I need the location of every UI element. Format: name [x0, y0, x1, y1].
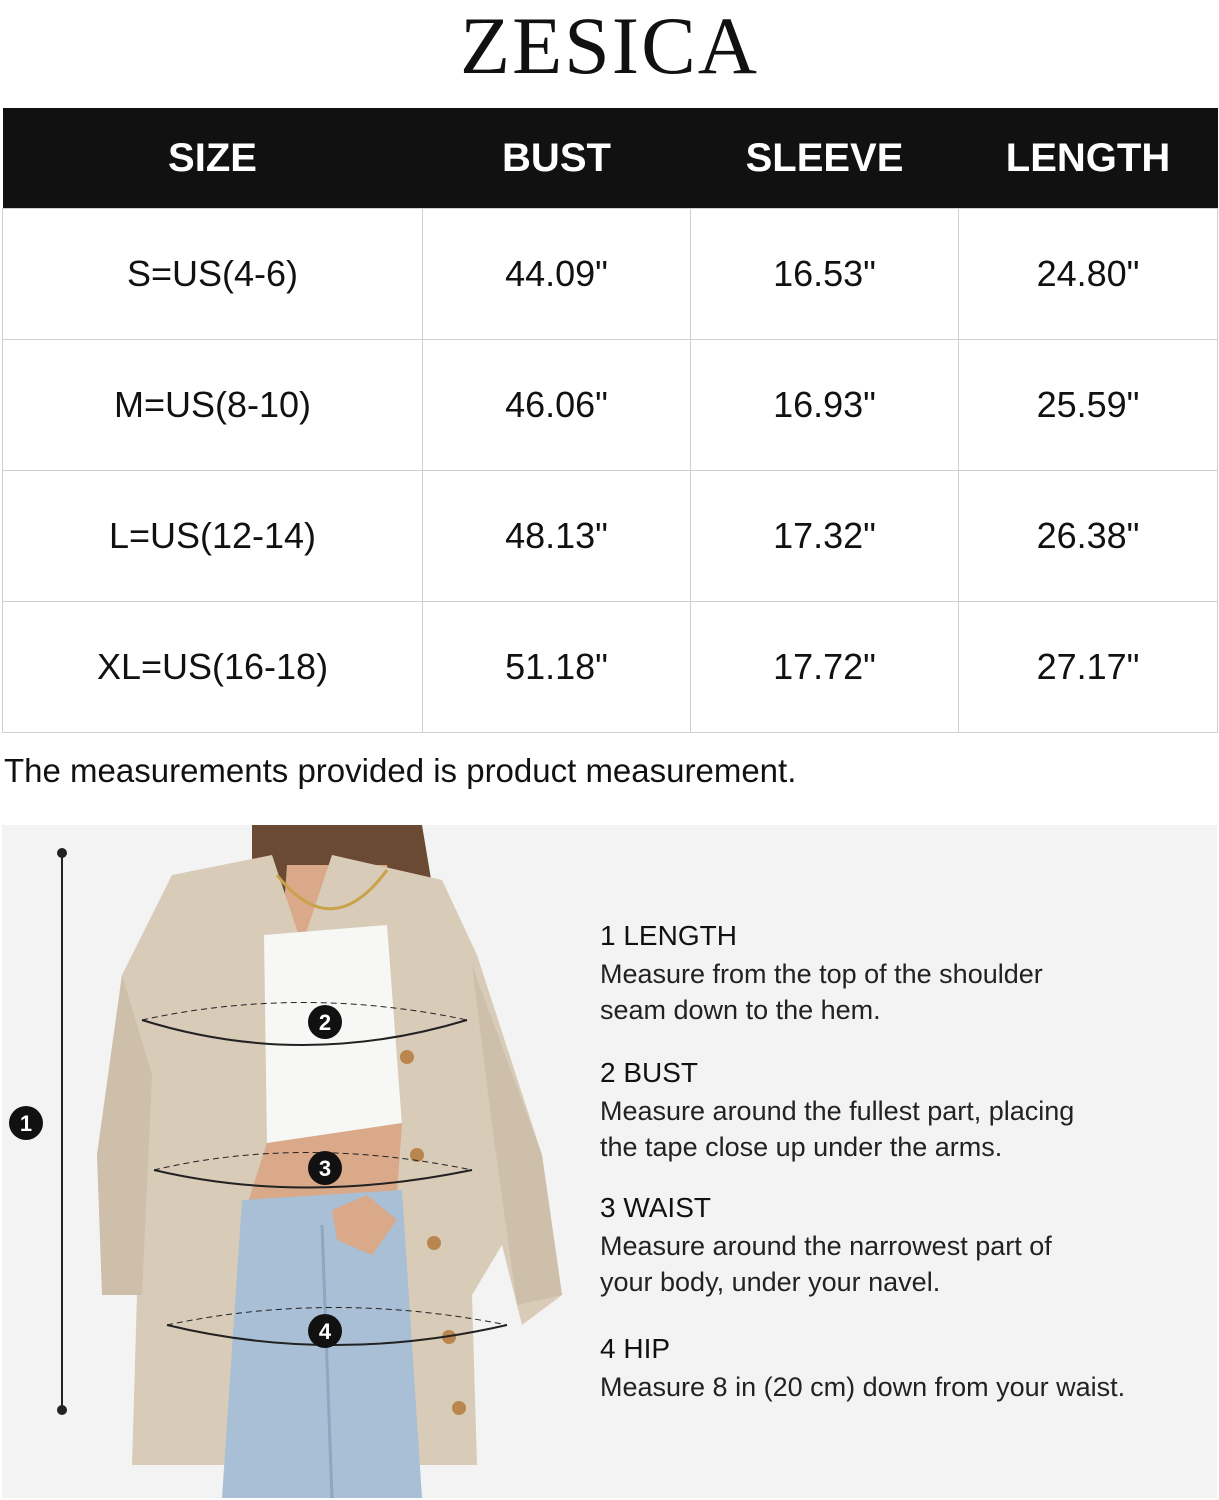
header-sleeve: SLEEVE [691, 108, 959, 209]
step-title: 4 HIP [600, 1333, 671, 1364]
step-description-line: Measure 8 in (20 cm) down from your waist. [600, 1372, 1126, 1402]
step-description-line: the tape close up under the arms. [600, 1132, 1003, 1162]
cell-sleeve: 16.53" [691, 209, 959, 340]
cell-bust: 44.09" [423, 209, 691, 340]
step-description-line: Measure around the fullest part, placing [600, 1096, 1075, 1126]
length-line-end-dot [57, 1405, 67, 1415]
cell-size: M=US(8-10) [3, 340, 423, 471]
button-icon [427, 1236, 441, 1250]
model-illustration [2, 825, 602, 1498]
step-description-line: Measure around the narrowest part of [600, 1231, 1052, 1261]
step-bust [600, 1057, 1200, 1165]
cell-size: S=US(4-6) [3, 209, 423, 340]
cell-bust: 46.06" [423, 340, 691, 471]
table-header-row [3, 108, 1218, 209]
step-description-line: Measure from the top of the shoulder [600, 959, 1043, 989]
length-line-end-dot [57, 848, 67, 858]
step-title: 3 WAIST [600, 1192, 711, 1223]
marker-1-label: 1 [19, 1111, 33, 1136]
button-icon [410, 1148, 424, 1162]
cell-length: 25.59" [959, 340, 1218, 471]
cell-sleeve: 17.72" [691, 602, 959, 733]
step-description-line: seam down to the hem. [600, 995, 881, 1025]
step-waist [600, 1192, 1200, 1300]
cell-size: L=US(12-14) [3, 471, 423, 602]
marker-4-badge [308, 1314, 342, 1348]
cell-bust: 48.13" [423, 471, 691, 602]
marker-3-label: 3 [318, 1156, 332, 1181]
cell-sleeve: 16.93" [691, 340, 959, 471]
cell-length: 24.80" [959, 209, 1218, 340]
cell-length: 26.38" [959, 471, 1218, 602]
cell-length: 27.17" [959, 602, 1218, 733]
marker-4-label: 4 [318, 1319, 332, 1344]
size-chart-table [2, 108, 1218, 733]
header-size: SIZE [3, 108, 423, 209]
step-description-line: your body, under your navel. [600, 1267, 941, 1297]
cell-sleeve: 17.32" [691, 471, 959, 602]
cell-size: XL=US(16-18) [3, 602, 423, 733]
marker-3-badge [308, 1151, 342, 1185]
table-row [3, 340, 1218, 471]
marker-2-label: 2 [318, 1010, 332, 1035]
table-row [3, 602, 1218, 733]
cell-bust: 51.18" [423, 602, 691, 733]
button-icon [452, 1401, 466, 1415]
button-icon [400, 1050, 414, 1064]
marker-1-badge [9, 1106, 43, 1140]
header-bust: BUST [423, 108, 691, 209]
step-length [600, 920, 1200, 1028]
table-row [3, 471, 1218, 602]
step-title: 1 LENGTH [600, 920, 737, 951]
measurement-guide [2, 825, 1217, 1498]
step-title: 2 BUST [600, 1057, 699, 1088]
table-row [3, 209, 1218, 340]
step-hip [600, 1333, 1200, 1405]
measurement-note: The measurements provided is product measurement. [4, 752, 797, 789]
brand-logo: ZESICA [460, 0, 759, 91]
header-length: LENGTH [959, 108, 1218, 209]
marker-2-badge [308, 1005, 342, 1039]
